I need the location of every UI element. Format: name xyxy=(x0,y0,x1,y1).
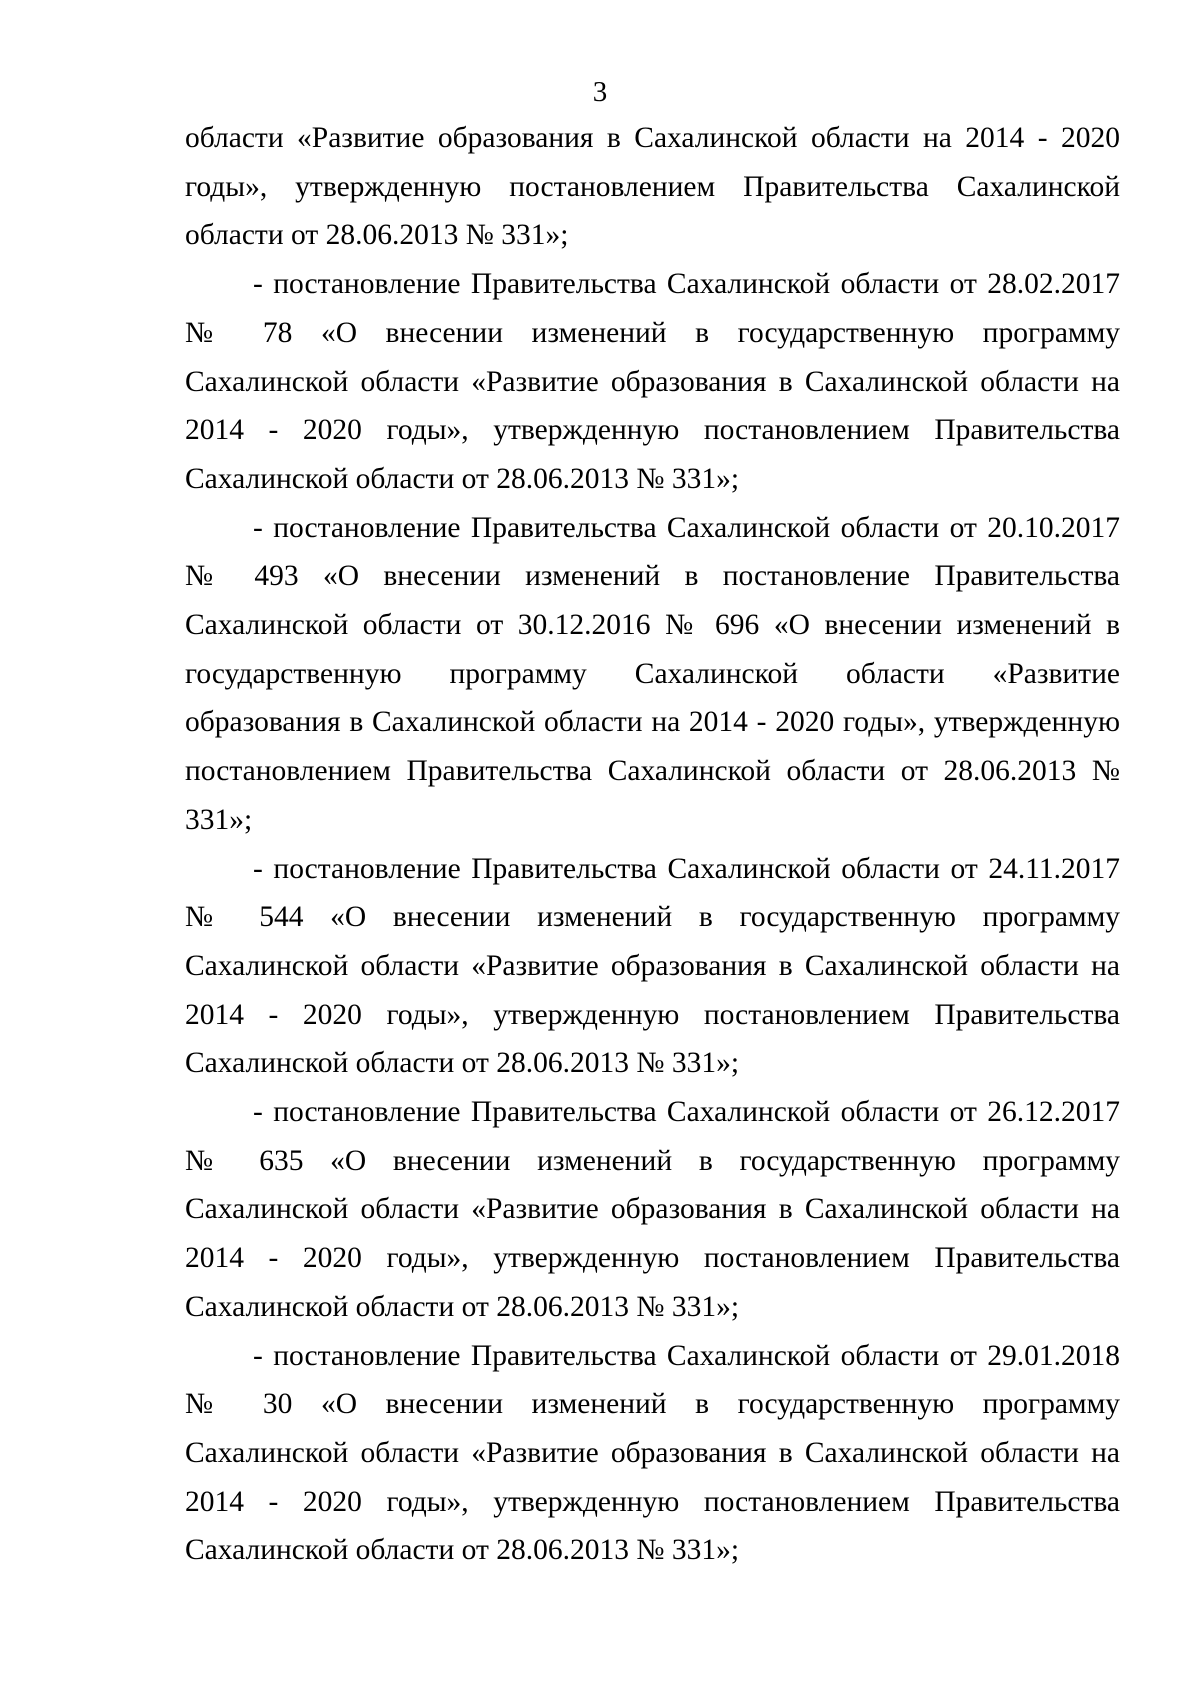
paragraph-resolution-30: - постановление Правительства Сахалинской области от 29.01.2018 № 30 «О внесении изменений в государственную программу Сахалинской области «Развитие образования в Сахалинской области на 2014 - 2020 годы», утвержденную постановлением Правительства Сахалинской области от 28.06.2013 № 331»; xyxy=(185,1339,1120,1567)
paragraph-resolution-78: - постановление Правительства Сахалинской области от 28.02.2017 № 78 «О внесении изменений в государственную программу Сахалинской области «Развитие образования в Сахалинской области на 2014 - 2020 годы», утвержденную постановлением Правительства Сахалинской области от 28.06.2013 № 331»; xyxy=(185,268,1120,495)
page-number: 3 xyxy=(592,76,608,108)
paragraph-resolution-544: - постановление Правительства Сахалинской области от 24.11.2017 № 544 «О внесении изменений в государственную программу Сахалинской области «Развитие образования в Сахалинской области на 2014 - 2020 годы», утвержденную постановлением Правительства Сахалинской области от 28.06.2013 № 331»; xyxy=(185,852,1120,1080)
paragraph-resolution-493: - постановление Правительства Сахалинской области от 20.10.2017 № 493 «О внесении изменений в постановление Правительства Сахалинской области от 30.12.2016 № 696 «О внесении изменений в государственную программу Сахалинской области «Развитие образования в Сахалинской области на 2014 - 2020 годы», утвержденную постановлением Правительства Сахалинской области от 28.06.2013 № 331»; xyxy=(185,511,1120,836)
document-body xyxy=(185,114,1120,1575)
paragraph-continuation: области «Развитие образования в Сахалинской области на 2014 - 2020 годы», утвержденную постановлением Правительства Сахалинской области от 28.06.2013 № 331»; xyxy=(185,122,1120,252)
paragraph-resolution-635: - постановление Правительства Сахалинской области от 26.12.2017 № 635 «О внесении изменений в государственную программу Сахалинской области «Развитие образования в Сахалинской области на 2014 - 2020 годы», утвержденную постановлением Правительства Сахалинской области от 28.06.2013 № 331»; xyxy=(185,1096,1120,1323)
